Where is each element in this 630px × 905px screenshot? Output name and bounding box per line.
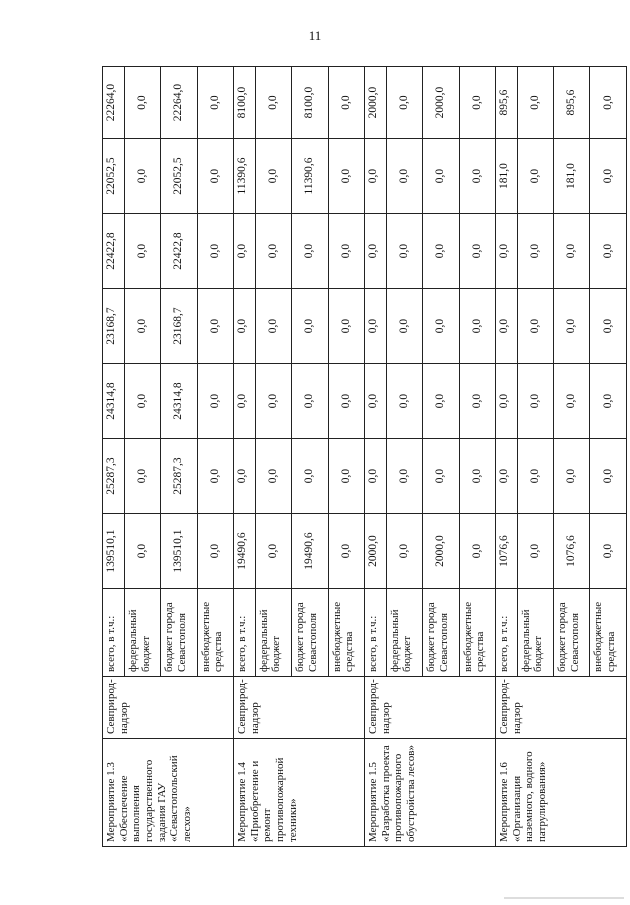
amount-cell: 0,0 xyxy=(590,214,627,289)
amount-cell: 24314,8 xyxy=(161,364,197,439)
amount-cell: 0,0 xyxy=(386,439,422,514)
amount-cell: 0,0 xyxy=(423,214,459,289)
funding-source-cell: всего, в т.ч.: xyxy=(495,589,517,677)
funding-source-cell: федеральный бюджет xyxy=(124,589,160,677)
executor-cell: Севприрод-надзор xyxy=(495,677,626,739)
amount-cell: 0,0 xyxy=(459,439,495,514)
funding-source-cell: федеральный бюджет xyxy=(255,589,291,677)
amount-cell: 8100,0 xyxy=(233,67,255,139)
amount-cell: 895,6 xyxy=(554,67,590,139)
amount-cell: 0,0 xyxy=(124,514,160,589)
amount-cell: 0,0 xyxy=(517,67,553,139)
amount-cell: 8100,0 xyxy=(292,67,328,139)
amount-cell: 0,0 xyxy=(328,514,364,589)
amount-cell: 11390,6 xyxy=(233,139,255,214)
event-name-cell: Мероприятие 1.5 «Разработка проекта противопожарного обустройства лесов» xyxy=(364,739,495,847)
amount-cell: 0,0 xyxy=(423,439,459,514)
funding-source-cell: внебюджетные средства xyxy=(590,589,627,677)
event-name-cell: Мероприятие 1.4 «Приобретение и ремонт противопожарной техники» xyxy=(233,739,364,847)
amount-cell: 19490,6 xyxy=(233,514,255,589)
amount-cell: 0,0 xyxy=(590,514,627,589)
amount-cell: 0,0 xyxy=(255,514,291,589)
amount-cell: 23168,7 xyxy=(103,289,125,364)
amount-cell: 1076,6 xyxy=(495,514,517,589)
amount-cell: 0,0 xyxy=(328,214,364,289)
rotated-table-wrapper xyxy=(102,67,627,847)
amount-cell: 0,0 xyxy=(517,514,553,589)
amount-cell: 0,0 xyxy=(124,439,160,514)
amount-cell: 0,0 xyxy=(590,439,627,514)
amount-cell: 0,0 xyxy=(328,139,364,214)
amount-cell: 0,0 xyxy=(364,289,386,364)
amount-cell: 0,0 xyxy=(197,439,233,514)
amount-cell: 11390,6 xyxy=(292,139,328,214)
amount-cell: 0,0 xyxy=(255,364,291,439)
funding-source-cell: всего, в т.ч.: xyxy=(364,589,386,677)
amount-cell: 0,0 xyxy=(328,439,364,514)
amount-cell: 0,0 xyxy=(495,289,517,364)
amount-cell: 22052,5 xyxy=(103,139,125,214)
executor-cell: Севприрод-надзор xyxy=(103,677,234,739)
amount-cell: 25287,3 xyxy=(103,439,125,514)
scan-edge-mark xyxy=(504,897,624,899)
amount-cell: 0,0 xyxy=(124,139,160,214)
amount-cell: 22052,5 xyxy=(161,139,197,214)
amount-cell: 0,0 xyxy=(554,364,590,439)
funding-source-cell: всего, в т.ч.: xyxy=(233,589,255,677)
amount-cell: 2000,0 xyxy=(364,514,386,589)
amount-cell: 0,0 xyxy=(255,67,291,139)
amount-cell: 0,0 xyxy=(386,289,422,364)
amount-cell: 0,0 xyxy=(255,214,291,289)
amount-cell: 0,0 xyxy=(328,289,364,364)
amount-cell: 0,0 xyxy=(459,139,495,214)
event-name-cell: Мероприятие 1.3 «Обеспечение выполнения государственного задания ГАУ «Севастопольский лесхоз» xyxy=(103,739,234,847)
executor-cell: Севприрод-надзор xyxy=(233,677,364,739)
page-number: 11 xyxy=(308,28,322,43)
amount-cell: 0,0 xyxy=(328,364,364,439)
amount-cell: 0,0 xyxy=(197,214,233,289)
amount-cell: 0,0 xyxy=(459,67,495,139)
funding-source-cell: бюджет города Севастополя xyxy=(554,589,590,677)
amount-cell: 19490,6 xyxy=(292,514,328,589)
table-body xyxy=(103,67,627,847)
amount-cell: 2000,0 xyxy=(423,67,459,139)
amount-cell: 1076,6 xyxy=(554,514,590,589)
amount-cell: 0,0 xyxy=(459,364,495,439)
amount-cell: 0,0 xyxy=(554,439,590,514)
amount-cell: 0,0 xyxy=(124,289,160,364)
amount-cell: 0,0 xyxy=(124,214,160,289)
amount-cell: 0,0 xyxy=(386,214,422,289)
amount-cell: 22422,8 xyxy=(161,214,197,289)
amount-cell: 0,0 xyxy=(495,214,517,289)
amount-cell: 0,0 xyxy=(233,364,255,439)
amount-cell: 2000,0 xyxy=(423,514,459,589)
amount-cell: 0,0 xyxy=(590,364,627,439)
amount-cell: 181,0 xyxy=(495,139,517,214)
amount-cell: 0,0 xyxy=(423,289,459,364)
amount-cell: 0,0 xyxy=(386,364,422,439)
amount-cell: 0,0 xyxy=(255,289,291,364)
amount-cell: 0,0 xyxy=(364,139,386,214)
table-row xyxy=(495,67,517,847)
amount-cell: 22422,8 xyxy=(103,214,125,289)
amount-cell: 0,0 xyxy=(459,214,495,289)
amount-cell: 0,0 xyxy=(292,214,328,289)
amount-cell: 0,0 xyxy=(255,139,291,214)
amount-cell: 0,0 xyxy=(197,67,233,139)
amount-cell: 0,0 xyxy=(517,289,553,364)
amount-cell: 0,0 xyxy=(386,67,422,139)
funding-source-cell: федеральный бюджет xyxy=(386,589,422,677)
executor-cell: Севприрод-надзор xyxy=(364,677,495,739)
amount-cell: 0,0 xyxy=(328,67,364,139)
table-row xyxy=(103,67,125,847)
amount-cell: 0,0 xyxy=(386,514,422,589)
amount-cell: 23168,7 xyxy=(161,289,197,364)
amount-cell: 0,0 xyxy=(554,214,590,289)
amount-cell: 0,0 xyxy=(495,364,517,439)
table-row xyxy=(233,67,255,847)
amount-cell: 25287,3 xyxy=(161,439,197,514)
funding-source-cell: внебюджетные средства xyxy=(197,589,233,677)
amount-cell: 0,0 xyxy=(459,514,495,589)
amount-cell: 0,0 xyxy=(495,439,517,514)
funding-source-cell: бюджет города Севастополя xyxy=(423,589,459,677)
funding-source-cell: всего, в т.ч.: xyxy=(103,589,125,677)
amount-cell: 0,0 xyxy=(197,289,233,364)
event-name-cell: Мероприятие 1.6 «Организация наземного, водного патрулирования» xyxy=(495,739,626,847)
amount-cell: 0,0 xyxy=(233,439,255,514)
amount-cell: 0,0 xyxy=(124,364,160,439)
funding-source-cell: внебюджетные средства xyxy=(459,589,495,677)
amount-cell: 0,0 xyxy=(423,364,459,439)
amount-cell: 0,0 xyxy=(590,139,627,214)
amount-cell: 2000,0 xyxy=(364,67,386,139)
table-row xyxy=(364,67,386,847)
amount-cell: 0,0 xyxy=(423,139,459,214)
amount-cell: 0,0 xyxy=(517,139,553,214)
funding-table xyxy=(102,66,627,847)
amount-cell: 139510,1 xyxy=(161,514,197,589)
amount-cell: 0,0 xyxy=(554,289,590,364)
amount-cell: 0,0 xyxy=(197,364,233,439)
amount-cell: 0,0 xyxy=(233,214,255,289)
funding-source-cell: бюджет города Севастополя xyxy=(292,589,328,677)
amount-cell: 895,6 xyxy=(495,67,517,139)
amount-cell: 0,0 xyxy=(517,214,553,289)
amount-cell: 0,0 xyxy=(124,67,160,139)
amount-cell: 0,0 xyxy=(292,289,328,364)
funding-source-cell: бюджет города Севастополя xyxy=(161,589,197,677)
funding-source-cell: внебюджетные средства xyxy=(328,589,364,677)
amount-cell: 0,0 xyxy=(517,364,553,439)
amount-cell: 22264,0 xyxy=(103,67,125,139)
amount-cell: 24314,8 xyxy=(103,364,125,439)
amount-cell: 139510,1 xyxy=(103,514,125,589)
amount-cell: 0,0 xyxy=(233,289,255,364)
amount-cell: 0,0 xyxy=(517,439,553,514)
amount-cell: 181,0 xyxy=(554,139,590,214)
amount-cell: 0,0 xyxy=(292,364,328,439)
amount-cell: 0,0 xyxy=(197,514,233,589)
amount-cell: 0,0 xyxy=(197,139,233,214)
amount-cell: 0,0 xyxy=(459,289,495,364)
amount-cell: 22264,0 xyxy=(161,67,197,139)
amount-cell: 0,0 xyxy=(255,439,291,514)
amount-cell: 0,0 xyxy=(364,214,386,289)
amount-cell: 0,0 xyxy=(386,139,422,214)
amount-cell: 0,0 xyxy=(590,289,627,364)
amount-cell: 0,0 xyxy=(590,67,627,139)
funding-source-cell: федеральный бюджет xyxy=(517,589,553,677)
amount-cell: 0,0 xyxy=(292,439,328,514)
amount-cell: 0,0 xyxy=(364,439,386,514)
amount-cell: 0,0 xyxy=(364,364,386,439)
